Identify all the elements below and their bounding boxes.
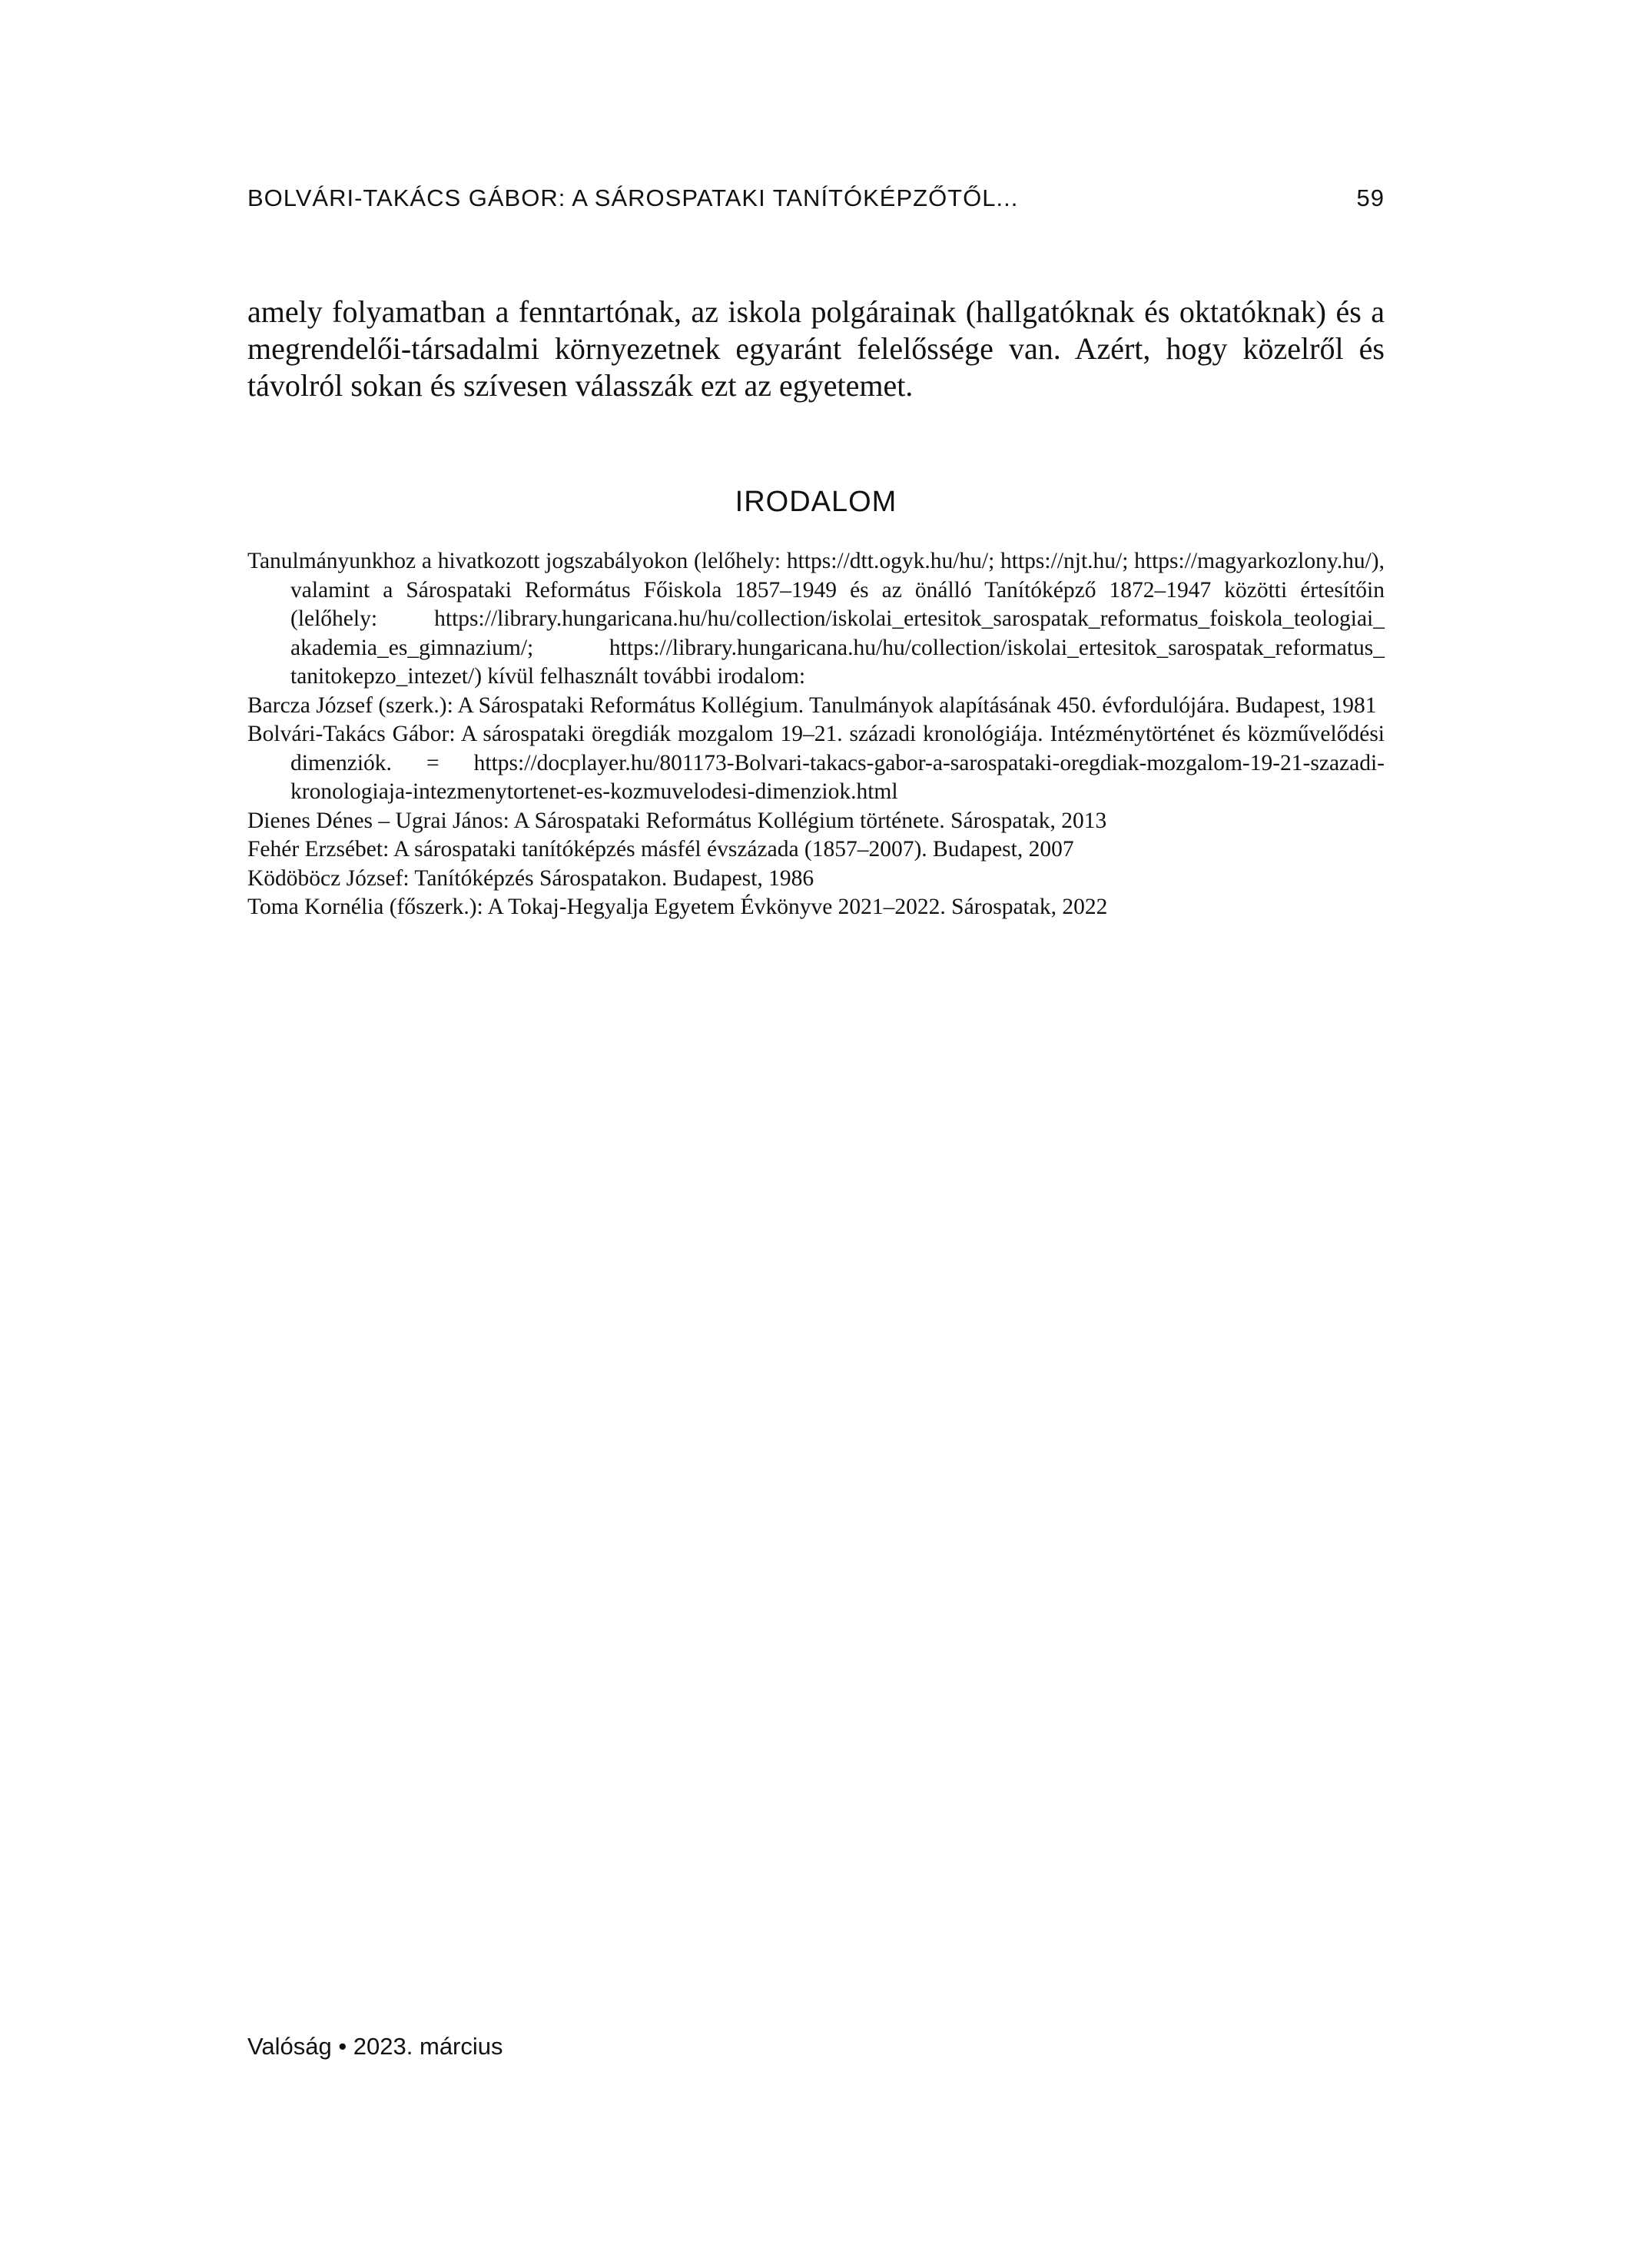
body-paragraph: amely folyamatban a fenntartónak, az iskola polgárainak (hallgatóknak és oktatóknak) és a megrendelői-társadalmi környezetnek egyaránt felelőssége van. Azért, hogy közelről és távolról sokan és szívesen válasszák ezt az egyetemet.	[247, 294, 1385, 403]
running-title: BOLVÁRI-TAKÁCS GÁBOR: A SÁROSPATAKI TANÍTÓKÉPZŐTŐL...	[247, 184, 1019, 211]
reference-entry: Bolvári-Takács Gábor: A sárospataki öregdiák mozgalom 19–21. századi kronológiája. Intézménytörténet és közművelődési dimenziók. = https://docplayer.hu/801173-Bolvari-takacs-gabor-a-sarospataki-oregdiak-mozgalom-19-21-szazadi-kronologiaja-intezmenytortenet-es-kozmuvelodesi-dimenziok.html	[247, 722, 1385, 804]
reference-entry: Ködöböcz József: Tanítóképzés Sárospatakon. Budapest, 1986	[247, 865, 814, 891]
references-heading: IRODALOM	[735, 486, 897, 518]
reference-entry: Tanulmányunkhoz a hivatkozott jogszabályokon (lelőhely: https://dtt.ogyk.hu/hu/; https://njt.hu/; https://magyarkozlony.hu/), valamint a Sárospataki Református Főiskola 1857–1949 és az önálló Tanítóképző 1872–1947 közötti értesítőin (lelőhely: https://library.hungaricana.hu/hu/collection/iskolai_ertesitok_sarospatak_reformatus_foiskola_teologiai_akademia_es_gimnazium/; https://library.hungaricana.hu/hu/collection/iskolai_ertesitok_sarospatak_reformatus_tanitokepzo_intezet/) kívül felhasznált további irodalom:	[247, 549, 1385, 689]
reference-entry: Barcza József (szerk.): A Sárospataki Református Kollégium. Tanulmányok alapításának 450. évfordulójára. Budapest, 1981	[247, 692, 1377, 718]
reference-entry: Fehér Erzsébet: A sárospataki tanítóképzés másfél évszázada (1857–2007). Budapest, 2007	[247, 837, 1074, 862]
reference-entry: Dienes Dénes – Ugrai János: A Sárospataki Református Kollégium története. Sárospatak, 2013	[247, 808, 1107, 833]
reference-entry: Toma Kornélia (főszerk.): A Tokaj-Hegyalja Egyetem Évkönyve 2021–2022. Sárospatak, 2022	[247, 895, 1108, 919]
reference-list	[247, 547, 1385, 922]
publication-footer: Valóság • 2023. március	[247, 2033, 503, 2060]
running-header	[247, 184, 1385, 218]
page-number: 59	[1356, 184, 1385, 211]
